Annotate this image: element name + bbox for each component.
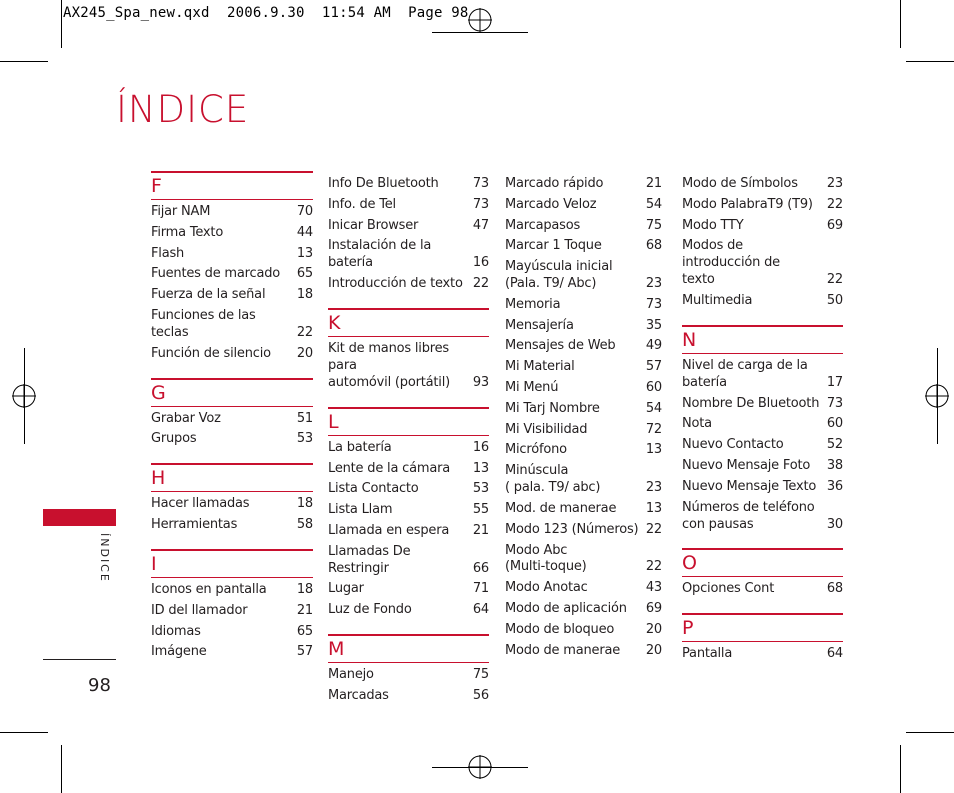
index-entry [328, 440, 489, 457]
index-entry [682, 458, 843, 475]
entry-term: Grupos [151, 431, 197, 447]
entry-page: 16 [472, 439, 489, 455]
index-entry [682, 479, 843, 496]
index-entry [505, 259, 662, 293]
entry-term: Modo de manerae [505, 642, 621, 658]
crop-mark [937, 348, 938, 444]
entry-page: 36 [826, 478, 843, 494]
entry-page: 73 [645, 296, 662, 312]
entry-page: 18 [296, 496, 313, 512]
index-entry [151, 496, 313, 513]
entry-term: Kit de manos libres para automóvil (portátil) [328, 341, 451, 390]
entry-term: Marcar 1 Toque [505, 238, 602, 254]
entry-page: 69 [645, 601, 662, 617]
entry-page: 68 [645, 238, 662, 254]
index-entry [328, 581, 489, 598]
entry-page: 55 [472, 502, 489, 518]
entry-term: Flash [151, 245, 185, 261]
entry-page: 75 [472, 667, 489, 683]
entry-term: Números de teléfono con pausas [682, 499, 815, 532]
entry-term: Herramientas [151, 517, 238, 533]
index-entry [505, 580, 662, 597]
entry-page: 57 [296, 644, 313, 660]
entry-page: 56 [472, 687, 489, 703]
entry-page: 73 [472, 196, 489, 212]
entry-term: Marcado rápido [505, 176, 604, 191]
entry-term: Nota [682, 416, 712, 432]
index-entry [505, 218, 662, 235]
index-entry [328, 176, 489, 193]
entry-term: Pantalla [682, 646, 733, 662]
entry-term: Lente de la cámara [328, 460, 451, 476]
entry-term: Modo de Símbolos [682, 176, 798, 191]
index-entry [328, 461, 489, 478]
index-entry [505, 197, 662, 214]
index-entry [328, 667, 489, 684]
index-entry [505, 501, 662, 518]
entry-term: Mi Visibilidad [505, 421, 588, 437]
index-entry [505, 176, 662, 193]
crop-mark [61, 745, 62, 793]
index-entry [505, 643, 662, 660]
entry-term: Memoria [505, 296, 561, 312]
entry-page: 47 [472, 217, 489, 233]
entry-page: 22 [645, 521, 662, 537]
index-entry [682, 396, 843, 413]
page-number: 98 [88, 675, 111, 696]
index-section [682, 613, 843, 663]
entry-page: 23 [645, 480, 662, 496]
index-entry [505, 338, 662, 355]
print-slug: AX245_Spa_new.qxd 2006.9.30 11:54 AM Page 98 [63, 5, 469, 21]
entry-page: 69 [826, 217, 843, 233]
section-letter: I [151, 549, 313, 578]
index-entry [682, 197, 843, 214]
entry-page: 35 [645, 317, 662, 333]
entry-page: 20 [645, 621, 662, 637]
index-entry [682, 437, 843, 454]
entry-term: Mensajería [505, 317, 574, 333]
entry-term: Grabar Voz [151, 410, 221, 426]
entry-page: 23 [645, 276, 662, 292]
entry-term: Modo de bloqueo [505, 621, 615, 637]
entry-page: 57 [645, 359, 662, 375]
entry-term: Luz de Fondo [328, 602, 412, 618]
entry-page: 66 [472, 560, 489, 576]
crop-mark [61, 0, 62, 48]
index-column-2 [328, 176, 489, 720]
index-entry [682, 218, 843, 235]
entry-page: 13 [645, 442, 662, 458]
index-entry [151, 431, 313, 448]
entry-term: Imágene [151, 644, 207, 660]
entry-page: 93 [472, 374, 489, 390]
entry-page: 53 [472, 481, 489, 497]
divider [43, 659, 116, 660]
entry-term: Micrófono [505, 442, 567, 458]
entry-page: 60 [645, 380, 662, 396]
entry-term: Nivel de carga de la batería [682, 357, 808, 390]
index-entry [328, 238, 489, 272]
entry-page: 70 [296, 204, 313, 219]
entry-term: Mi Tarj Nombre [505, 400, 600, 416]
index-section [151, 378, 313, 449]
index-entry [151, 346, 313, 363]
index-entry [682, 358, 843, 392]
entry-page: 22 [472, 276, 489, 292]
crop-mark [900, 0, 901, 48]
entry-term: Modo de aplicación [505, 601, 627, 617]
entry-term: Nuevo Mensaje Foto [682, 458, 811, 473]
section-letter: M [328, 634, 489, 663]
index-entry [682, 646, 843, 663]
entry-term: Modo Anotac [505, 580, 588, 596]
entry-page: 58 [296, 517, 313, 533]
entry-page: 73 [472, 176, 489, 191]
index-entry [151, 287, 313, 304]
entry-page: 38 [826, 458, 843, 473]
entry-page: 75 [645, 217, 662, 233]
index-entry [151, 204, 313, 221]
index-entry [505, 463, 662, 497]
index-entry [151, 225, 313, 242]
entry-term: Manejo [328, 667, 374, 683]
index-entry [328, 688, 489, 705]
crop-mark [0, 61, 48, 62]
index-entry [682, 500, 843, 534]
index-entry [328, 197, 489, 214]
entry-page: 65 [296, 623, 313, 639]
entry-page: 64 [472, 602, 489, 618]
section-letter: K [328, 308, 489, 337]
index-section [328, 176, 489, 293]
entry-page: 23 [826, 176, 843, 191]
index-entry [682, 238, 843, 289]
index-entry [505, 318, 662, 335]
index-entry [328, 481, 489, 498]
index-entry [328, 218, 489, 235]
entry-page: 49 [645, 338, 662, 354]
entry-page: 54 [645, 400, 662, 416]
entry-page: 71 [472, 581, 489, 597]
entry-page: 22 [826, 196, 843, 212]
entry-term: Funciones de las teclas [151, 307, 256, 340]
entry-term: Instalación de la batería [328, 238, 432, 271]
entry-page: 20 [296, 345, 313, 361]
registration-mark-icon [468, 8, 492, 32]
entry-page: 13 [472, 460, 489, 476]
entry-term: Mi Material [505, 359, 575, 375]
section-letter: P [682, 613, 843, 642]
index-section [328, 407, 489, 619]
crop-mark [0, 732, 48, 733]
index-column-4 [682, 176, 843, 678]
index-column-3 [505, 176, 662, 675]
entry-term: Mi Menú [505, 380, 559, 396]
section-letter: H [151, 463, 313, 492]
entry-term: Marcapasos [505, 217, 581, 233]
entry-page: 60 [826, 416, 843, 432]
entry-term: Mayúscula inicial (Pala. T9/ Abc) [505, 259, 613, 292]
index-section [682, 176, 843, 310]
entry-term: Firma Texto [151, 224, 224, 240]
entry-page: 52 [826, 437, 843, 453]
crop-mark [900, 745, 901, 793]
entry-term: Lugar [328, 581, 364, 597]
entry-term: Fuerza de la señal [151, 287, 266, 303]
entry-term: Mod. de manerae [505, 500, 617, 516]
index-section [682, 548, 843, 598]
entry-term: Llamadas De Restringir [328, 543, 411, 576]
entry-page: 53 [296, 431, 313, 447]
entry-term: Nombre De Bluetooth [682, 395, 820, 411]
index-entry [505, 401, 662, 418]
registration-mark-icon [468, 755, 492, 779]
entry-term: Nuevo Contacto [682, 437, 784, 453]
entry-term: Fuentes de marcado [151, 266, 281, 282]
index-entry [682, 581, 843, 598]
index-entry [505, 543, 662, 577]
index-entry [505, 622, 662, 639]
entry-page: 72 [645, 421, 662, 437]
entry-term: La batería [328, 439, 392, 455]
section-letter: F [151, 171, 313, 200]
entry-term: Hacer llamadas [151, 496, 250, 512]
entry-page: 44 [296, 224, 313, 240]
index-entry [151, 624, 313, 641]
entry-term: Llamada en espera [328, 522, 450, 538]
entry-page: 18 [296, 287, 313, 303]
entry-term: Info De Bluetooth [328, 176, 439, 191]
index-section [151, 463, 313, 534]
crop-mark [432, 32, 528, 33]
entry-term: Función de silencio [151, 345, 271, 361]
entry-term: Marcadas [328, 687, 389, 703]
section-tab-label: ÍNDICE [98, 533, 111, 583]
entry-page: 13 [296, 245, 313, 261]
crop-mark [24, 348, 25, 444]
entry-term: Modo Abc (Multi-toque) [505, 542, 587, 575]
section-letter: G [151, 378, 313, 407]
entry-page: 13 [645, 500, 662, 516]
entry-term: Opciones Cont [682, 581, 775, 597]
entry-term: Modo 123 (Números) [505, 521, 639, 537]
index-entry [682, 416, 843, 433]
entry-term: ID del llamador [151, 602, 248, 618]
entry-page: 43 [645, 580, 662, 596]
index-entry [328, 602, 489, 619]
index-entry [505, 522, 662, 539]
crop-mark [906, 732, 954, 733]
entry-page: 22 [826, 272, 843, 288]
entry-term: Info. de Tel [328, 196, 396, 212]
index-entry [505, 601, 662, 618]
index-entry [151, 246, 313, 263]
section-letter: L [328, 407, 489, 436]
index-entry [505, 297, 662, 314]
index-entry [151, 582, 313, 599]
index-section [328, 308, 489, 392]
entry-term: Nuevo Mensaje Texto [682, 478, 817, 494]
index-entry [682, 293, 843, 310]
index-entry [151, 517, 313, 534]
index-section [151, 171, 313, 363]
index-entry [151, 644, 313, 661]
index-entry [505, 238, 662, 255]
entry-term: Multimedia [682, 293, 753, 308]
crop-mark [906, 61, 954, 62]
index-entry [151, 266, 313, 283]
index-entry [328, 341, 489, 392]
entry-page: 22 [296, 324, 313, 340]
index-section [682, 325, 843, 534]
page-title: ÍNDICE [116, 88, 250, 131]
entry-page: 51 [296, 410, 313, 426]
entry-term: Iconos en pantalla [151, 582, 267, 597]
entry-page: 73 [826, 395, 843, 411]
index-section [505, 176, 662, 660]
index-entry [505, 442, 662, 459]
index-entry [151, 603, 313, 620]
entry-page: 21 [645, 176, 662, 191]
entry-page: 65 [296, 266, 313, 282]
entry-term: Inicar Browser [328, 217, 419, 233]
entry-page: 18 [296, 582, 313, 597]
section-tab [43, 509, 116, 526]
entry-page: 30 [826, 516, 843, 532]
entry-term: Introducción de texto [328, 276, 463, 292]
entry-term: Minúscula ( pala. T9/ abc) [505, 463, 601, 496]
index-section [151, 549, 313, 661]
index-entry [328, 502, 489, 519]
entry-term: Fijar NAM [151, 204, 211, 219]
entry-page: 22 [645, 559, 662, 575]
entry-page: 54 [645, 196, 662, 212]
index-entry [682, 176, 843, 193]
index-entry [151, 308, 313, 342]
section-letter: O [682, 548, 843, 577]
section-letter: N [682, 325, 843, 354]
entry-term: Mensajes de Web [505, 338, 616, 354]
entry-term: Lista Llam [328, 502, 393, 518]
entry-page: 21 [296, 602, 313, 618]
index-section [328, 634, 489, 705]
entry-term: Modo PalabraT9 (T9) [682, 196, 813, 212]
entry-page: 17 [826, 374, 843, 390]
entry-page: 21 [472, 522, 489, 538]
index-column-1 [151, 171, 313, 676]
entry-page: 68 [826, 581, 843, 597]
entry-term: Marcado Veloz [505, 196, 597, 212]
index-entry [505, 380, 662, 397]
entry-term: Lista Contacto [328, 481, 419, 497]
index-entry [328, 544, 489, 578]
entry-page: 16 [472, 255, 489, 271]
entry-term: Modo TTY [682, 217, 744, 233]
index-entry [505, 422, 662, 439]
index-entry [328, 276, 489, 293]
index-entry [505, 359, 662, 376]
entry-page: 20 [645, 642, 662, 658]
entry-page: 64 [826, 646, 843, 662]
index-entry [151, 411, 313, 428]
entry-term: Idiomas [151, 623, 201, 639]
entry-page: 50 [826, 293, 843, 308]
index-entry [328, 523, 489, 540]
entry-term: Modos de introducción de texto [682, 238, 780, 288]
